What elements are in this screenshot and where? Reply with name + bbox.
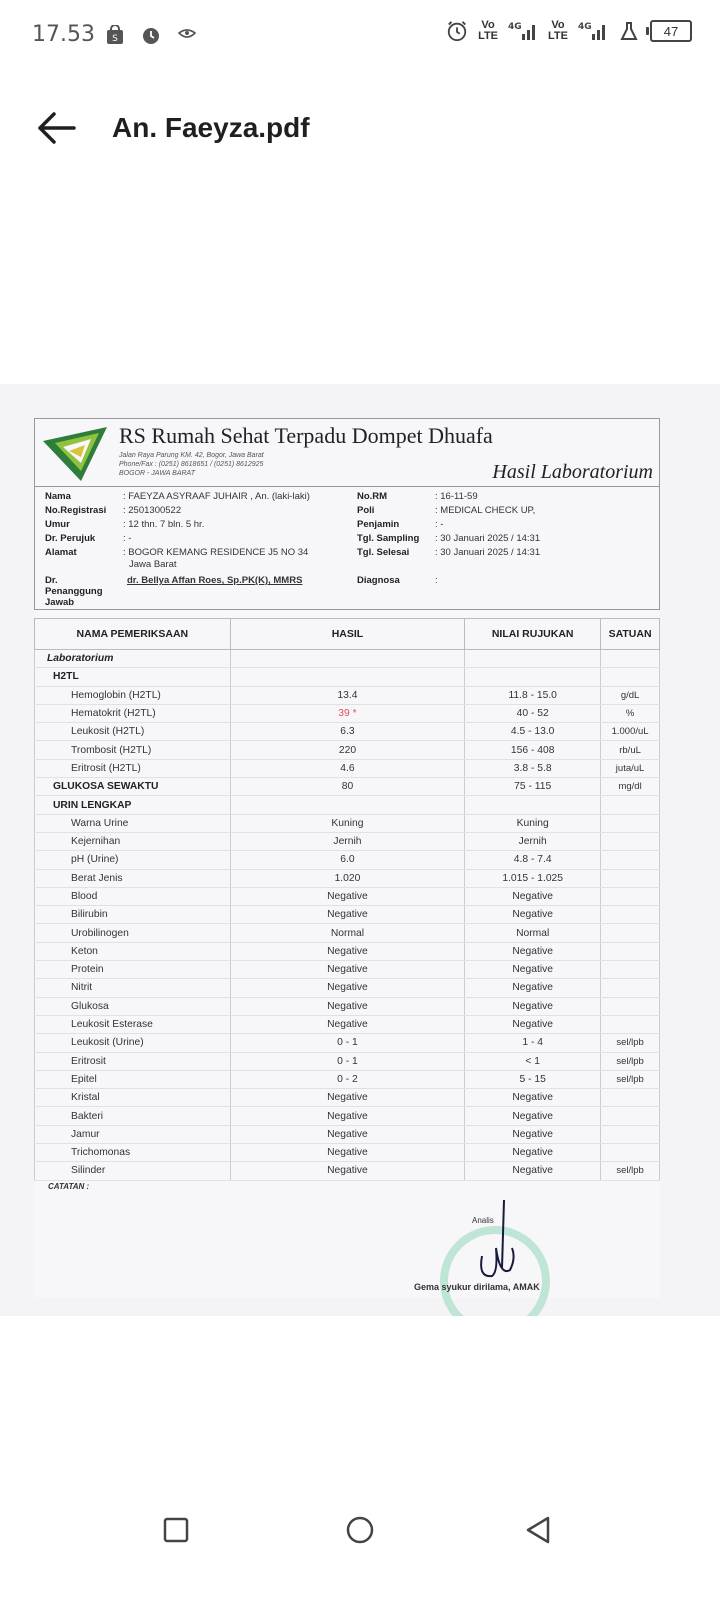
- test-unit: [601, 906, 660, 924]
- shopping-bag-icon: [104, 24, 126, 46]
- table-row: [35, 997, 660, 1015]
- test-unit: juta/uL: [601, 759, 660, 777]
- test-result: Negative: [230, 1107, 465, 1125]
- test-result: 1.020: [230, 869, 465, 887]
- test-name: Nitrit: [35, 979, 231, 997]
- alarm-icon: [140, 24, 162, 46]
- test-name: Leukosit (H2TL): [35, 723, 231, 741]
- report-header: [34, 418, 660, 486]
- test-name: Leukosit (Urine): [35, 1034, 231, 1052]
- flask-icon: [618, 20, 640, 42]
- home-button[interactable]: [338, 1508, 382, 1552]
- back-button[interactable]: [30, 106, 82, 150]
- reference-range: Negative: [465, 997, 601, 1015]
- table-row: [35, 1015, 660, 1033]
- test-unit: [601, 887, 660, 905]
- recent-apps-button[interactable]: [154, 1508, 198, 1552]
- header-name: NAMA PEMERIKSAAN: [35, 619, 231, 650]
- reference-range: Negative: [465, 906, 601, 924]
- test-unit: [601, 1144, 660, 1162]
- test-unit: %: [601, 704, 660, 722]
- test-result: [230, 668, 465, 686]
- test-unit: [601, 668, 660, 686]
- reference-range: < 1: [465, 1052, 601, 1070]
- reference-range: [465, 668, 601, 686]
- table-row: [35, 759, 660, 777]
- test-name: pH (Urine): [35, 851, 231, 869]
- test-unit: sel/lpb: [601, 1052, 660, 1070]
- table-row: [35, 1089, 660, 1107]
- table-row: [35, 979, 660, 997]
- test-result: 0 - 2: [230, 1070, 465, 1088]
- test-result: 220: [230, 741, 465, 759]
- reference-range: 5 - 15: [465, 1070, 601, 1088]
- test-result: Normal: [230, 924, 465, 942]
- test-result: Negative: [230, 1089, 465, 1107]
- analyst-signature: [454, 1198, 534, 1288]
- test-unit: [601, 1015, 660, 1033]
- test-name: Hemoglobin (H2TL): [35, 686, 231, 704]
- test-name: Keton: [35, 942, 231, 960]
- test-result: [230, 650, 465, 668]
- system-back-button[interactable]: [516, 1508, 560, 1552]
- table-row: [35, 650, 660, 668]
- lab-results-table: [34, 618, 660, 1181]
- test-name: Eritrosit (H2TL): [35, 759, 231, 777]
- reference-range: Negative: [465, 1144, 601, 1162]
- test-result: Negative: [230, 942, 465, 960]
- table-row: [35, 686, 660, 704]
- hospital-address: Jalan Raya Parung KM. 42, Bogor, Jawa Barat Phone/Fax : (0251) 8618651 / (0251) 8612925 BOGOR - JAWA BARAT: [119, 452, 264, 477]
- test-unit: [601, 869, 660, 887]
- test-unit: [601, 942, 660, 960]
- reference-range: [465, 796, 601, 814]
- table-row: [35, 1070, 660, 1088]
- test-result: 13.4: [230, 686, 465, 704]
- test-unit: g/dL: [601, 686, 660, 704]
- test-name: Blood: [35, 887, 231, 905]
- table-row: [35, 887, 660, 905]
- header-hasil: HASIL: [230, 619, 465, 650]
- table-row: [35, 778, 660, 796]
- test-unit: [601, 796, 660, 814]
- test-result: Negative: [230, 1125, 465, 1143]
- hospital-name: RS Rumah Sehat Terpadu Dompet Dhuafa: [119, 423, 493, 448]
- circle-icon: [345, 1515, 375, 1545]
- test-result: 0 - 1: [230, 1052, 465, 1070]
- pdf-page[interactable]: [0, 384, 720, 1316]
- reference-range: 4.8 - 7.4: [465, 851, 601, 869]
- table-row: [35, 741, 660, 759]
- reference-range: 40 - 52: [465, 704, 601, 722]
- test-unit: [601, 924, 660, 942]
- reference-range: Negative: [465, 979, 601, 997]
- triangle-back-icon: [524, 1515, 552, 1545]
- table-row: [35, 869, 660, 887]
- test-result: 39 *: [230, 704, 465, 722]
- test-result: Negative: [230, 1144, 465, 1162]
- svg-text:S: S: [112, 34, 118, 44]
- test-result: [230, 796, 465, 814]
- patient-info: Nama : FAEYZA ASYRAAF JUHAIR , An. (laki-laki) No.Registrasi : 2501300522 Umur : 12 thn. 7 bln. 5 hr. Dr. Perujuk : - Alamat : BOGOR KEMANG RESIDENCE J5 NO 34 Jawa Barat Dr. Penanggung Jawab dr. Bellya Affan Roes, Sp.PK(K), MMRS No.RM : 16-11-59 Poli : MEDICAL CHECK UP, Penjamin : - Tgl. Sampling : 30 Januari 2025 / 14:31 Tgl. Selesai : 30 Januari 2025 / 14:31 Diagnosa :: [34, 486, 660, 610]
- reference-range: 4.5 - 13.0: [465, 723, 601, 741]
- reference-range: 11.8 - 15.0: [465, 686, 601, 704]
- test-result: Negative: [230, 1015, 465, 1033]
- status-time: 17.53: [32, 22, 95, 47]
- test-unit: sel/lpb: [601, 1162, 660, 1180]
- document-title: An. Faeyza.pdf: [112, 112, 310, 143]
- test-unit: [601, 814, 660, 832]
- reference-range: Negative: [465, 1162, 601, 1180]
- test-unit: [601, 1125, 660, 1143]
- test-unit: [601, 1107, 660, 1125]
- test-name: Glukosa: [35, 997, 231, 1015]
- volte-label: Vo LTE: [478, 19, 499, 42]
- test-unit: rb/uL: [601, 741, 660, 759]
- table-row: [35, 961, 660, 979]
- test-result: Negative: [230, 961, 465, 979]
- table-row: [35, 814, 660, 832]
- notification-icons: [104, 24, 198, 46]
- arrow-left-icon: [34, 110, 78, 146]
- battery-icon: 47: [650, 20, 692, 42]
- app-notification-icon: [176, 24, 198, 46]
- test-name: Kejernihan: [35, 832, 231, 850]
- reference-range: Negative: [465, 961, 601, 979]
- reference-range: 75 - 115: [465, 778, 601, 796]
- test-name: Jamur: [35, 1125, 231, 1143]
- test-name: URIN LENGKAP: [35, 796, 231, 814]
- table-row: [35, 1107, 660, 1125]
- test-result: Kuning: [230, 814, 465, 832]
- test-name: Eritrosit: [35, 1052, 231, 1070]
- svg-text:4G: 4G: [578, 22, 592, 32]
- test-name: GLUKOSA SEWAKTU: [35, 778, 231, 796]
- app-bar: [0, 92, 720, 164]
- test-unit: [601, 979, 660, 997]
- test-name: H2TL: [35, 668, 231, 686]
- reference-range: Negative: [465, 1107, 601, 1125]
- test-result: Negative: [230, 979, 465, 997]
- table-header-row: [35, 619, 660, 650]
- table-row: [35, 1162, 660, 1180]
- reference-range: Negative: [465, 1125, 601, 1143]
- test-unit: [601, 1089, 660, 1107]
- hospital-logo: [41, 423, 111, 483]
- test-result: Negative: [230, 906, 465, 924]
- table-row: [35, 1052, 660, 1070]
- test-unit: 1.000/uL: [601, 723, 660, 741]
- test-result: 6.3: [230, 723, 465, 741]
- table-row: [35, 1034, 660, 1052]
- test-name: Hematokrit (H2TL): [35, 704, 231, 722]
- table-row: [35, 1144, 660, 1162]
- test-name: Warna Urine: [35, 814, 231, 832]
- test-name: Leukosit Esterase: [35, 1015, 231, 1033]
- navigation-bar: [0, 1490, 720, 1570]
- test-name: Bakteri: [35, 1107, 231, 1125]
- header-ref: NILAI RUJUKAN: [465, 619, 601, 650]
- table-row: [35, 704, 660, 722]
- system-icons: [446, 20, 692, 42]
- table-row: [35, 796, 660, 814]
- test-result: Jernih: [230, 832, 465, 850]
- test-unit: [601, 961, 660, 979]
- reference-range: 156 - 408: [465, 741, 601, 759]
- reference-range: Negative: [465, 942, 601, 960]
- test-name: Urobilinogen: [35, 924, 231, 942]
- reference-range: Negative: [465, 1015, 601, 1033]
- svg-text:4G: 4G: [508, 22, 522, 32]
- test-unit: [601, 997, 660, 1015]
- test-name: Bilirubin: [35, 906, 231, 924]
- test-result: Negative: [230, 997, 465, 1015]
- analyst-label: Analis: [472, 1216, 494, 1225]
- volte-label-2: Vo LTE: [548, 19, 568, 42]
- table-row: [35, 1125, 660, 1143]
- test-name: Laboratorium: [35, 650, 231, 668]
- signal-icon-2: [578, 20, 608, 42]
- test-unit: sel/lpb: [601, 1034, 660, 1052]
- test-unit: [601, 650, 660, 668]
- test-name: Trombosit (H2TL): [35, 741, 231, 759]
- lab-report-sheet: [34, 418, 660, 1298]
- test-result: 80: [230, 778, 465, 796]
- test-result: Negative: [230, 1162, 465, 1180]
- test-name: Trichomonas: [35, 1144, 231, 1162]
- header-unit: SATUAN: [601, 619, 660, 650]
- test-name: Berat Jenis: [35, 869, 231, 887]
- alarm-icon: [446, 20, 468, 42]
- table-row: [35, 924, 660, 942]
- notes-label: CATATAN :: [48, 1182, 90, 1191]
- table-row: [35, 851, 660, 869]
- test-unit: mg/dl: [601, 778, 660, 796]
- reference-range: Negative: [465, 887, 601, 905]
- analyst-name: Gema syukur dirilama, AMAK: [414, 1282, 540, 1292]
- test-result: 6.0: [230, 851, 465, 869]
- status-bar: [0, 0, 720, 72]
- table-row: [35, 723, 660, 741]
- reference-range: [465, 650, 601, 668]
- signal-icon: [508, 20, 538, 42]
- table-row: [35, 832, 660, 850]
- report-title: Hasil Laboratorium: [492, 461, 653, 483]
- test-name: Kristal: [35, 1089, 231, 1107]
- test-name: Protein: [35, 961, 231, 979]
- reference-range: Negative: [465, 1089, 601, 1107]
- test-unit: [601, 832, 660, 850]
- test-result: Negative: [230, 887, 465, 905]
- test-name: Silinder: [35, 1162, 231, 1180]
- test-unit: [601, 851, 660, 869]
- reference-range: 3.8 - 5.8: [465, 759, 601, 777]
- square-icon: [162, 1516, 190, 1544]
- test-unit: sel/lpb: [601, 1070, 660, 1088]
- test-result: 0 - 1: [230, 1034, 465, 1052]
- reference-range: Jernih: [465, 832, 601, 850]
- test-name: Epitel: [35, 1070, 231, 1088]
- table-row: [35, 906, 660, 924]
- table-row: [35, 942, 660, 960]
- table-row: [35, 668, 660, 686]
- reference-range: 1.015 - 1.025: [465, 869, 601, 887]
- reference-range: Kuning: [465, 814, 601, 832]
- reference-range: 1 - 4: [465, 1034, 601, 1052]
- test-result: 4.6: [230, 759, 465, 777]
- reference-range: Normal: [465, 924, 601, 942]
- lab-results-body: [35, 650, 660, 1181]
